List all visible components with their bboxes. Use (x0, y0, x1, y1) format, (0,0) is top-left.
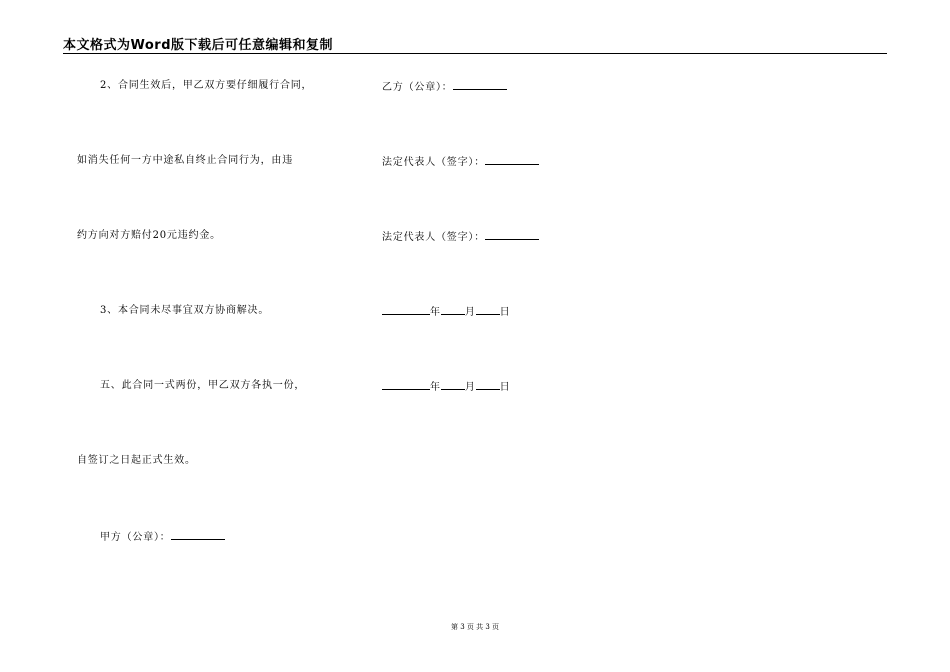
date-row-2 (382, 379, 510, 395)
party-a-seal-blank (171, 529, 225, 540)
party-a-seal-row (100, 529, 225, 545)
day-blank-2 (476, 379, 500, 390)
legal-rep-blank-1 (485, 154, 539, 165)
legal-rep-label-2: 法定代表人（签字）： (382, 232, 485, 243)
date-row-1 (382, 304, 510, 320)
clause-5-line-2: 自签订之日起正式生效。 (77, 455, 196, 466)
party-b-seal-label: 乙方（公章）： (382, 82, 453, 93)
month-blank-1 (441, 304, 465, 315)
clause-2-line-1: 2、合同生效后，甲乙双方要仔细履行合同， (100, 80, 313, 91)
page-number-footer: 第 3 页 共 3 页 (450, 623, 500, 631)
day-label-1: 日 (499, 307, 511, 318)
party-b-seal-blank (453, 79, 507, 90)
year-label-1: 年 (430, 307, 441, 318)
month-blank-2 (441, 379, 465, 390)
legal-rep-blank-2 (485, 229, 539, 240)
day-blank-1 (476, 304, 500, 315)
legal-rep-label-1: 法定代表人（签字）： (382, 157, 485, 168)
month-label-2: 月 (464, 382, 476, 393)
legal-rep-row-2 (382, 229, 539, 245)
legal-rep-row-1 (382, 154, 539, 170)
clause-2-line-2: 如消失任何一方中途私自终止合同行为，由违 (77, 155, 293, 166)
clause-3: 3、本合同未尽事宜双方协商解决。 (100, 305, 270, 316)
year-blank-1 (382, 304, 430, 315)
month-label-1: 月 (464, 307, 476, 318)
party-b-seal-row (382, 79, 507, 95)
day-label-2: 日 (499, 382, 511, 393)
document-header-title: 本文格式为Word版下载后可任意编辑和复制 (63, 38, 334, 53)
year-label-2: 年 (430, 382, 441, 393)
header-divider (63, 53, 887, 54)
party-a-seal-label: 甲方（公章）： (100, 532, 171, 543)
clause-2-line-3: 约方向对方赔付20元违约金。 (77, 230, 221, 241)
clause-5-line-1: 五、此合同一式两份，甲乙双方各执一份， (100, 380, 306, 391)
year-blank-2 (382, 379, 430, 390)
